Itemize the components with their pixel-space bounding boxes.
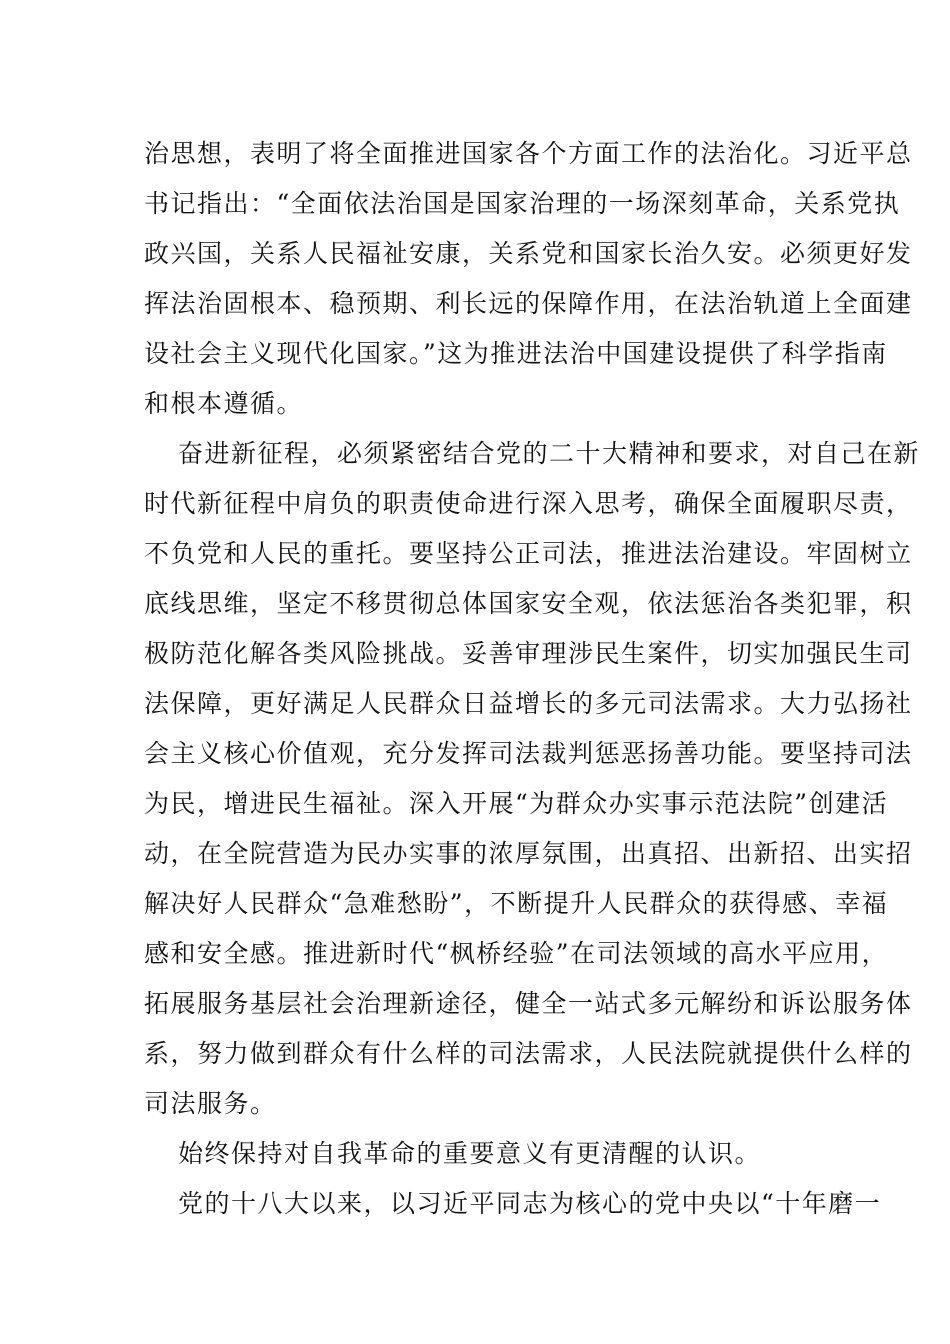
text-line: 会主义核心价值观，充分发挥司法裁判惩恶扬善功能。要坚持司法	[144, 739, 913, 768]
text-line: 极防范化解各类风险挑战。妥善审理涉民生案件，切实加强民生司	[144, 639, 913, 668]
text-line: 设社会主义现代化国家。”这为推进法治中国建设提供了科学指南	[144, 339, 888, 368]
text-line: 解决好人民群众“急难愁盼”，不断提升人民群众的获得感、幸福	[144, 889, 889, 918]
text-line: 书记指出：“全面依法治国是国家治理的一场深刻革命，关系党执	[144, 189, 901, 218]
text-line: 拓展服务基层社会治理新途径，健全一站式多元解纷和诉讼服务体	[144, 989, 913, 1018]
text-line: 时代新征程中肩负的职责使命进行深入思考，确保全面履职尽责，	[144, 489, 913, 518]
text-line: 挥法治固根本、稳预期、利长远的保障作用，在法治轨道上全面建	[144, 289, 913, 318]
text-line: 法保障，更好满足人民群众日益增长的多元司法需求。大力弘扬社	[144, 689, 913, 718]
text-line: 感和安全感。推进新时代“枫桥经验”在司法领域的高水平应用，	[144, 939, 889, 968]
text-line: 政兴国，关系人民福祉安康，关系党和国家长治久安。必须更好发	[144, 239, 913, 268]
text-line: 动，在全院营造为民办实事的浓厚氛围，出真招、出新招、出实招	[144, 839, 913, 868]
text-line: 底线思维，坚定不移贯彻总体国家安全观，依法惩治各类犯罪，积	[144, 589, 913, 618]
text-line: 为民，增进民生福祉。深入开展“为群众办实事示范法院”创建活	[144, 789, 889, 818]
text-line: 和根本遵循。	[144, 389, 304, 418]
text-line: 司法服务。	[144, 1089, 277, 1118]
paragraph-first-line: 党的十八大以来，以习近平同志为核心的党中央以“十年磨一	[178, 1189, 882, 1218]
text-line: 系，努力做到群众有什么样的司法需求，人民法院就提供什么样的	[144, 1039, 913, 1068]
section-heading: 始终保持对自我革命的重要意义有更清醒的认识。	[178, 1139, 762, 1168]
paragraph-first-line: 奋进新征程，必须紧密结合党的二十大精神和要求，对自己在新	[178, 439, 921, 468]
text-line: 不负党和人民的重托。要坚持公正司法，推进法治建设。牢固树立	[144, 539, 913, 568]
text-line: 治思想，表明了将全面推进国家各个方面工作的法治化。习近平总	[144, 139, 913, 168]
